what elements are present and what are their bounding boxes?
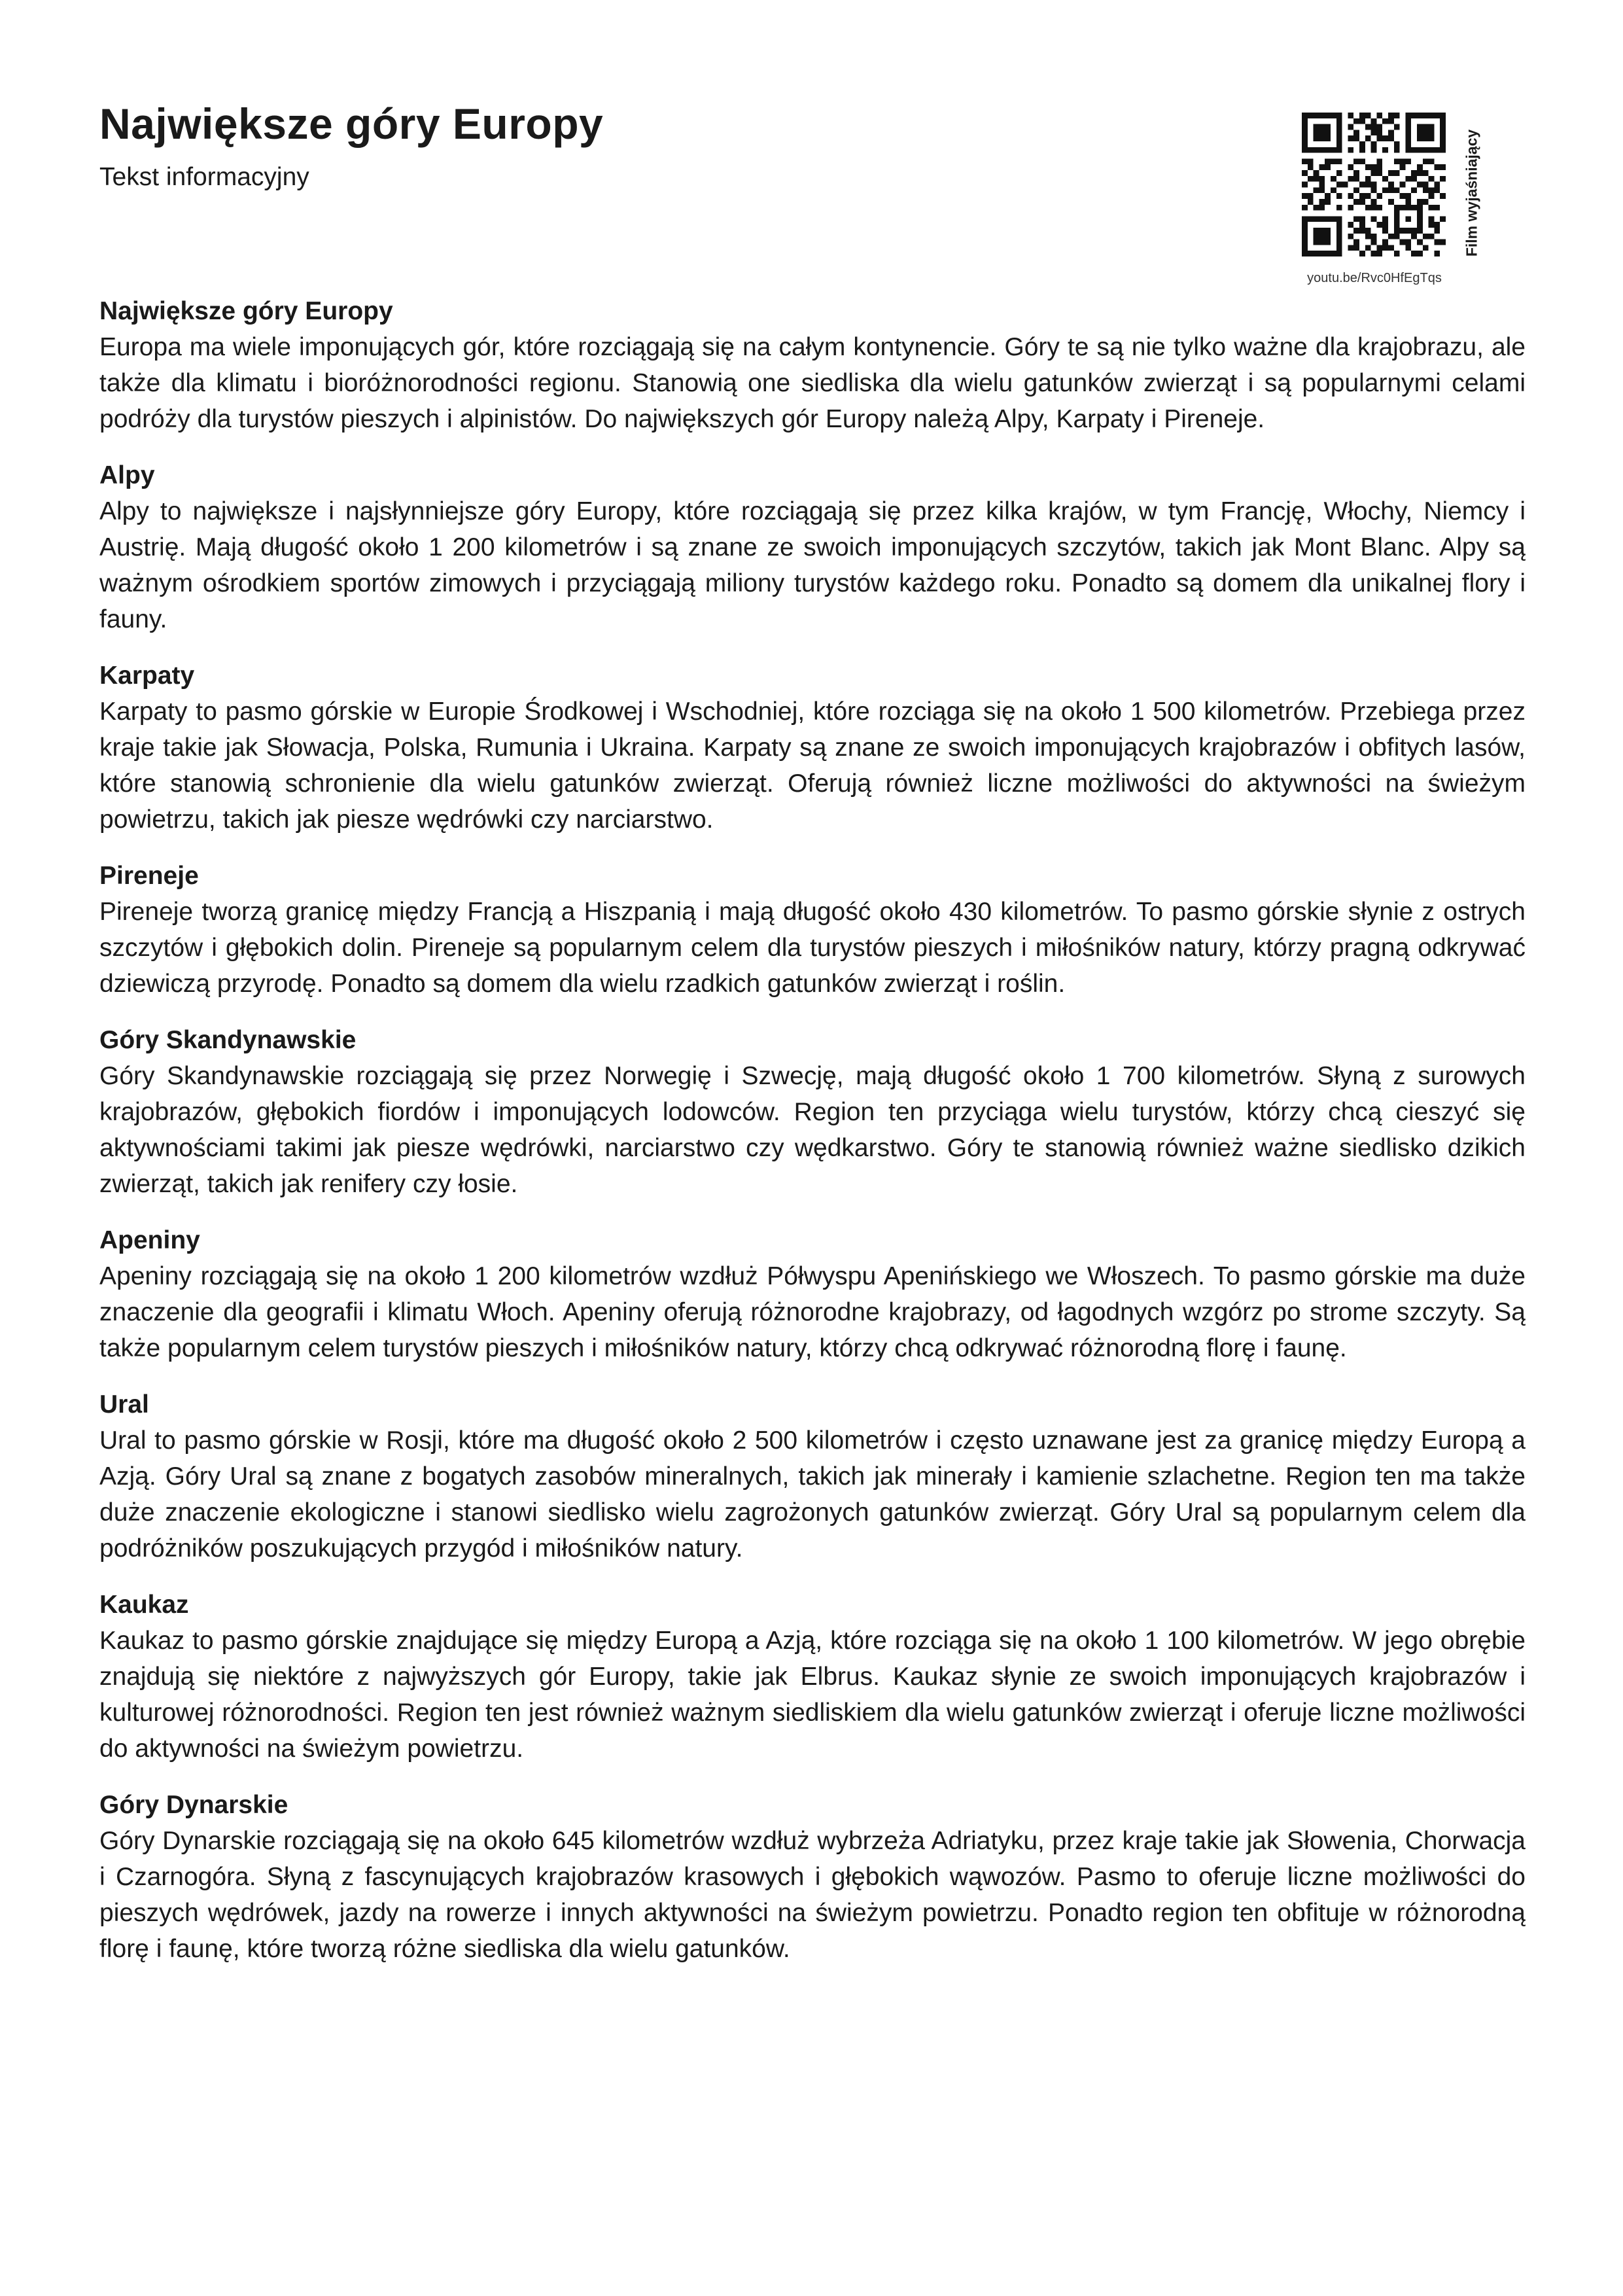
section-kaukaz	[99, 1587, 1526, 1767]
section-heading: Apeniny	[99, 1226, 200, 1254]
section-body: Góry Skandynawskie rozciągają się przez Norwegię i Szwecję, mają długość około 1 700 kilometrów. Słyną z surowych krajobrazów, głębokich fiordów i imponujących lodowców. Region ten przyciąga wielu turystów, którzy chcą cieszyć się aktywnościami takimi jak piesze wędrówki, narciarstwo czy wędkarstwo. Góry te stanowią również ważne siedlisko dzikich zwierząt, takich jak renifery czy łosie.	[99, 1062, 1526, 1198]
section-gory-dynarskie	[99, 1787, 1526, 1967]
section-body: Karpaty to pasmo górskie w Europie Środkowej i Wschodniej, które rozciąga się na około 1 500 kilometrów. Przebiega przez kraje takie jak Słowacja, Polska, Rumunia i Ukraina. Karpaty są znane ze swoich imponujących krajobrazów i obfitych lasów, które stanowią schronienie dla wielu gatunków zwierząt. Oferują również liczne możliwości do aktywności na świeżym powietrzu, takich jak piesze wędrówki czy narciarstwo.	[99, 698, 1526, 834]
section-heading: Karpaty	[99, 662, 195, 690]
qr-caption: youtu.be/Rvc0HfEgTqs	[1307, 271, 1442, 285]
section-body: Góry Dynarskie rozciągają się na około 645 kilometrów wzdłuż wybrzeża Adriatyku, przez kraje takie jak Słowenia, Chorwacja i Czarnogóra. Słyną z fascynujących krajobrazów krasowych i głębokich wąwozów. Pasmo to oferuje liczne możliwości do pieszych wędrówek, jazdy na rowerze i innych aktywności na świeżym powietrzu. Ponadto region ten obfituje w różnorodną florę i faunę, które tworzą różne siedliska dla wielu gatunków.	[99, 1827, 1526, 1963]
section-intro	[99, 293, 1526, 437]
section-heading: Góry Skandynawskie	[99, 1026, 357, 1054]
page-subtitle: Tekst informacyjny	[99, 163, 309, 191]
section-heading: Ural	[99, 1390, 149, 1419]
section-gory-skandynawskie	[99, 1022, 1526, 1202]
section-karpaty	[99, 658, 1526, 838]
section-heading: Największe góry Europy	[99, 297, 393, 325]
qr-code-icon[interactable]	[1302, 113, 1446, 256]
section-heading: Pireneje	[99, 862, 199, 890]
page-title: Największe góry Europy	[99, 99, 604, 148]
section-body: Apeniny rozciągają się na około 1 200 kilometrów wzdłuż Półwyspu Apenińskiego we Włoszech. To pasmo górskie ma duże znaczenie dla geografii i klimatu Włoch. Apeniny oferują różnorodne krajobrazy, od łagodnych wzgórz po strome szczyty. Są także popularnym celem turystów pieszych i miłośników natury, którzy chcą odkrywać różnorodną florę i faunę.	[99, 1262, 1526, 1362]
section-alpy	[99, 457, 1526, 637]
section-body: Pireneje tworzą granicę między Francją a Hiszpanią i mają długość około 430 kilometrów. To pasmo górskie słynie z ostrych szczytów i głębokich dolin. Pireneje są popularnym celem dla turystów pieszych i miłośników natury, którzy pragną odkrywać dziewiczą przyrodę. Ponadto są domem dla wielu rzadkich gatunków zwierząt i roślin.	[99, 898, 1526, 998]
section-apeniny	[99, 1222, 1526, 1366]
section-ural	[99, 1386, 1526, 1566]
film-label: Film wyjaśniający	[1463, 129, 1480, 257]
section-heading: Kaukaz	[99, 1591, 189, 1619]
section-pireneje	[99, 858, 1526, 1002]
section-body: Ural to pasmo górskie w Rosji, które ma długość około 2 500 kilometrów i często uznawane jest za granicę między Europą a Azją. Góry Ural są znane z bogatych zasobów mineralnych, takich jak minerały i kamienie szlachetne. Region ten ma także duże znaczenie ekologiczne i stanowi siedlisko wielu zagrożonych gatunków zwierząt. Góry Ural są popularnym celem dla podróżników poszukujących przygód i miłośników natury.	[99, 1426, 1526, 1563]
section-heading: Alpy	[99, 461, 155, 489]
section-body: Europa ma wiele imponujących gór, które rozciągają się na całym kontynencie. Góry te są nie tylko ważne dla krajobrazu, ale także dla klimatu i bioróżnorodności regionu. Stanowią one siedliska dla wielu gatunków zwierząt i są popularnymi celami podróży dla turystów pieszych i alpinistów. Do największych gór Europy należą Alpy, Karpaty i Pireneje.	[99, 333, 1526, 433]
film-label-container	[1452, 118, 1492, 268]
section-body: Alpy to największe i najsłynniejsze góry Europy, które rozciągają się przez kilka krajów, w tym Francję, Włochy, Niemcy i Austrię. Mają długość około 1 200 kilometrów i są znane ze swoich imponujących szczytów, takich jak Mont Blanc. Alpy są ważnym ośrodkiem sportów zimowych i przyciągają miliony turystów każdego roku. Ponadto są domem dla unikalnej flory i fauny.	[99, 497, 1526, 633]
section-body: Kaukaz to pasmo górskie znajdujące się między Europą a Azją, które rozciąga się na około 1 100 kilometrów. W jego obrębie znajdują się niektóre z najwyższych gór Europy, takie jak Elbrus. Kaukaz słynie ze swoich imponujących krajobrazów i kulturowej różnorodności. Region ten jest również ważnym siedliskiem dla wielu gatunków zwierząt i oferuje liczne możliwości do aktywności na świeżym powietrzu.	[99, 1627, 1526, 1763]
section-heading: Góry Dynarskie	[99, 1791, 288, 1819]
article-body	[99, 293, 1526, 1987]
